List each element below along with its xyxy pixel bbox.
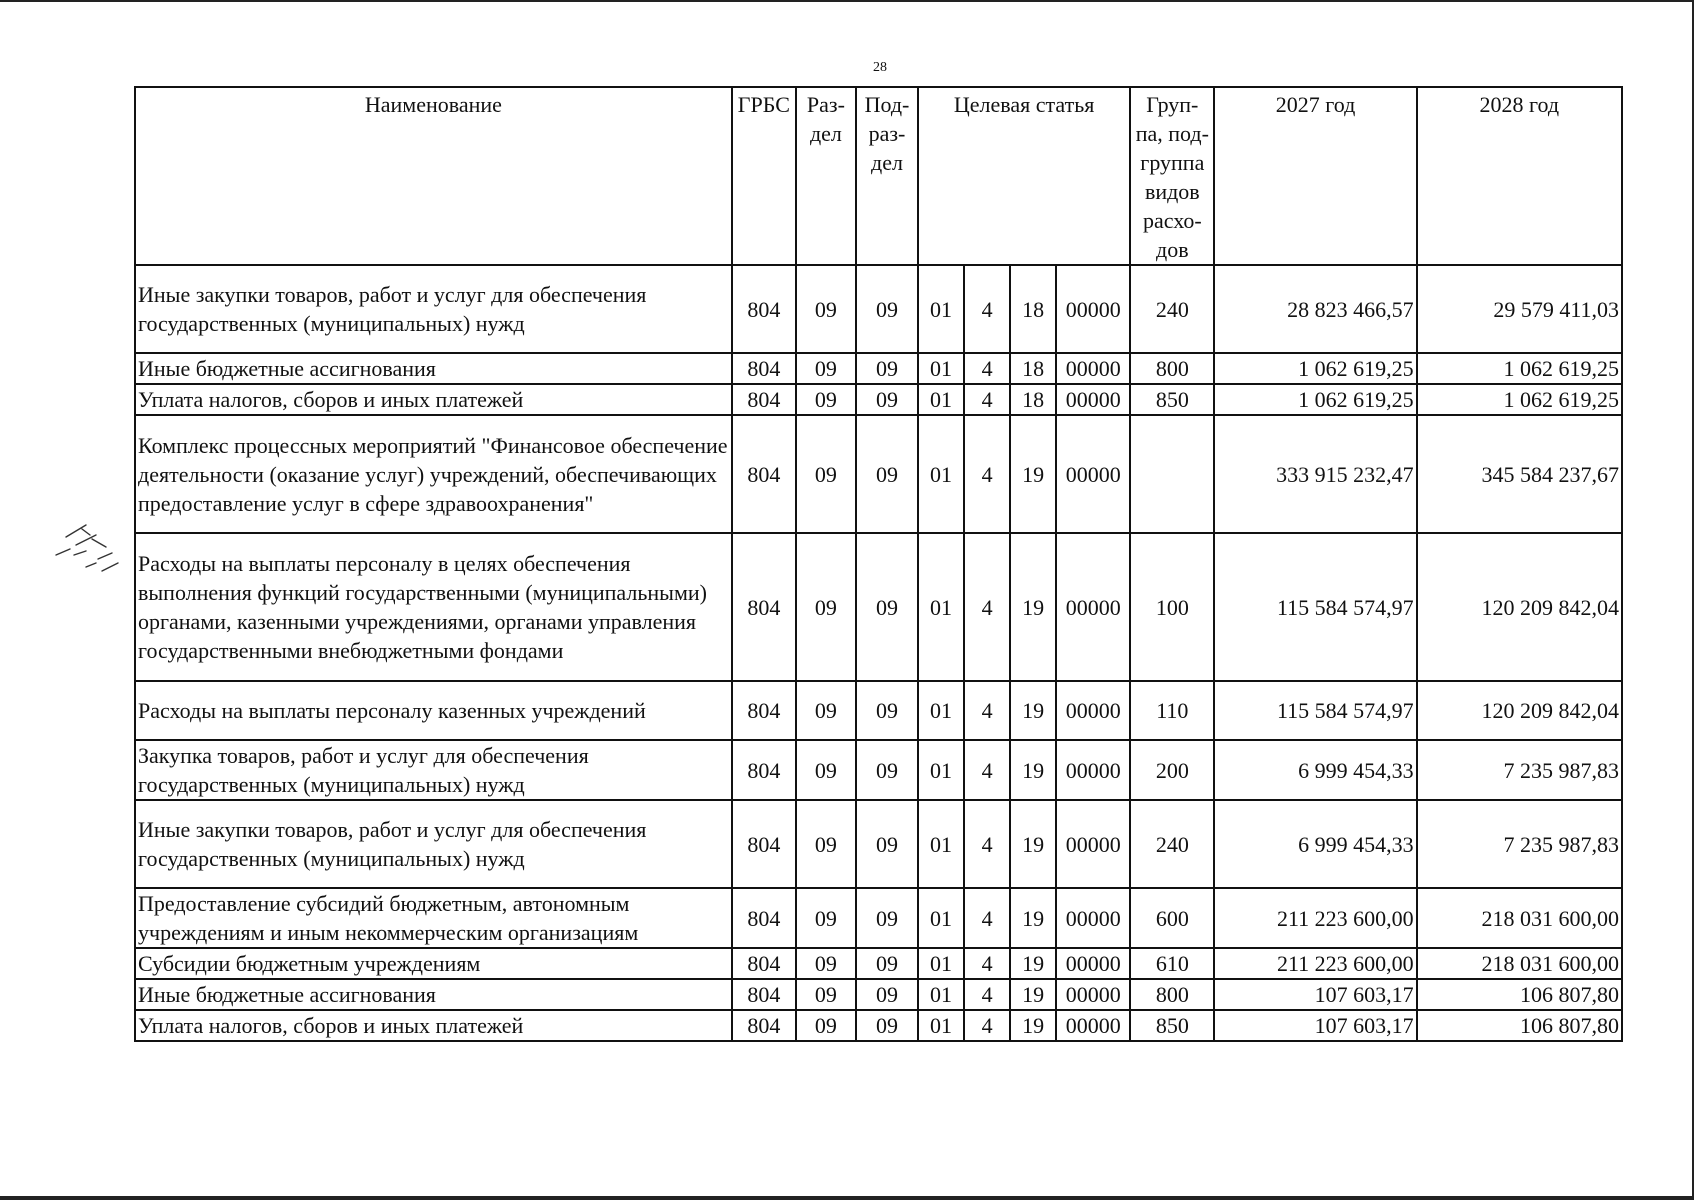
row-target-type-cell: 4 (964, 353, 1010, 384)
table-row (135, 533, 1622, 681)
row-expense-group-cell: 800 (1130, 353, 1214, 384)
row-amount-2028-cell: 7 235 987,83 (1417, 800, 1622, 888)
row-target-direction-cell: 00000 (1056, 384, 1130, 415)
row-expense-group-cell: 240 (1130, 800, 1214, 888)
row-name-cell: Закупка товаров, работ и услуг для обеспечения государственных (муниципальных) нужд (135, 740, 732, 800)
scan-border-bottom (0, 1196, 1694, 1200)
row-target-structure-cell: 19 (1010, 800, 1056, 888)
row-grbs-cell: 804 (732, 979, 796, 1010)
row-name-cell: Уплата налогов, сборов и иных платежей (135, 1010, 732, 1041)
row-amount-2027-cell: 115 584 574,97 (1214, 681, 1416, 740)
table-row (135, 681, 1622, 740)
header-year-2028: 2028 год (1417, 87, 1622, 265)
row-podrazdel-cell: 09 (856, 800, 918, 888)
row-razdel-cell: 09 (796, 979, 856, 1010)
row-grbs-cell: 804 (732, 384, 796, 415)
row-grbs-cell: 804 (732, 800, 796, 888)
row-target-program-cell: 01 (918, 265, 964, 353)
row-target-direction-cell: 00000 (1056, 888, 1130, 948)
row-amount-2028-cell: 218 031 600,00 (1417, 948, 1622, 979)
row-target-program-cell: 01 (918, 1010, 964, 1041)
row-podrazdel-cell: 09 (856, 415, 918, 533)
row-podrazdel-cell: 09 (856, 533, 918, 681)
row-target-type-cell: 4 (964, 740, 1010, 800)
row-target-type-cell: 4 (964, 265, 1010, 353)
table-header-row (135, 87, 1622, 265)
row-amount-2028-cell: 218 031 600,00 (1417, 888, 1622, 948)
header-name: Наименование (135, 87, 732, 265)
header-podrazdel: Под- раз- дел (856, 87, 918, 265)
row-expense-group-cell: 240 (1130, 265, 1214, 353)
table-row (135, 415, 1622, 533)
row-target-direction-cell: 00000 (1056, 353, 1130, 384)
row-name-cell: Комплекс процессных мероприятий "Финансовое обеспечение деятельности (оказание услуг) учреждений, обеспечивающих предоставление услуг в сфере здравоохранения" (135, 415, 732, 533)
budget-table (134, 86, 1623, 1042)
table-row (135, 384, 1622, 415)
row-target-direction-cell: 00000 (1056, 979, 1130, 1010)
row-expense-group-cell: 600 (1130, 888, 1214, 948)
row-name-cell: Иные бюджетные ассигнования (135, 353, 732, 384)
row-target-type-cell: 4 (964, 533, 1010, 681)
row-podrazdel-cell: 09 (856, 681, 918, 740)
row-expense-group-cell: 850 (1130, 1010, 1214, 1041)
row-target-program-cell: 01 (918, 384, 964, 415)
row-podrazdel-cell: 09 (856, 353, 918, 384)
row-target-direction-cell: 00000 (1056, 415, 1130, 533)
table-row (135, 979, 1622, 1010)
row-target-type-cell: 4 (964, 888, 1010, 948)
handwritten-mark-icon (46, 515, 126, 595)
row-razdel-cell: 09 (796, 948, 856, 979)
row-target-structure-cell: 19 (1010, 979, 1056, 1010)
row-expense-group-cell: 610 (1130, 948, 1214, 979)
row-target-program-cell: 01 (918, 740, 964, 800)
row-target-program-cell: 01 (918, 415, 964, 533)
row-expense-group-cell: 200 (1130, 740, 1214, 800)
row-amount-2027-cell: 1 062 619,25 (1214, 384, 1416, 415)
row-amount-2027-cell: 28 823 466,57 (1214, 265, 1416, 353)
row-grbs-cell: 804 (732, 681, 796, 740)
row-target-direction-cell: 00000 (1056, 800, 1130, 888)
row-amount-2028-cell: 120 209 842,04 (1417, 681, 1622, 740)
row-amount-2027-cell: 211 223 600,00 (1214, 888, 1416, 948)
row-razdel-cell: 09 (796, 1010, 856, 1041)
row-podrazdel-cell: 09 (856, 740, 918, 800)
row-amount-2027-cell: 1 062 619,25 (1214, 353, 1416, 384)
row-target-type-cell: 4 (964, 979, 1010, 1010)
row-name-cell: Расходы на выплаты персоналу в целях обеспечения выполнения функций государственными (муниципальными) органами, казенными учреждениями, органами управления государственными внебюджетными фондами (135, 533, 732, 681)
row-name-cell: Предоставление субсидий бюджетным, автономным учреждениям и иным некоммерческим организациям (135, 888, 732, 948)
row-target-direction-cell: 00000 (1056, 740, 1130, 800)
row-target-direction-cell: 00000 (1056, 1010, 1130, 1041)
row-podrazdel-cell: 09 (856, 948, 918, 979)
row-target-program-cell: 01 (918, 533, 964, 681)
row-grbs-cell: 804 (732, 948, 796, 979)
row-expense-group-cell: 110 (1130, 681, 1214, 740)
row-target-program-cell: 01 (918, 948, 964, 979)
row-target-direction-cell: 00000 (1056, 948, 1130, 979)
header-grbs: ГРБС (732, 87, 796, 265)
row-target-type-cell: 4 (964, 415, 1010, 533)
row-podrazdel-cell: 09 (856, 1010, 918, 1041)
row-razdel-cell: 09 (796, 533, 856, 681)
row-amount-2027-cell: 333 915 232,47 (1214, 415, 1416, 533)
row-amount-2028-cell: 1 062 619,25 (1417, 384, 1622, 415)
header-expense-group: Груп- па, под- группа видов расхо- дов (1130, 87, 1214, 265)
row-razdel-cell: 09 (796, 800, 856, 888)
row-razdel-cell: 09 (796, 353, 856, 384)
row-razdel-cell: 09 (796, 384, 856, 415)
row-target-structure-cell: 18 (1010, 265, 1056, 353)
row-amount-2027-cell: 211 223 600,00 (1214, 948, 1416, 979)
row-target-structure-cell: 18 (1010, 353, 1056, 384)
row-name-cell: Иные закупки товаров, работ и услуг для обеспечения государственных (муниципальных) нужд (135, 265, 732, 353)
table-row (135, 948, 1622, 979)
row-grbs-cell: 804 (732, 415, 796, 533)
row-amount-2028-cell: 106 807,80 (1417, 979, 1622, 1010)
row-target-structure-cell: 19 (1010, 533, 1056, 681)
row-razdel-cell: 09 (796, 681, 856, 740)
row-razdel-cell: 09 (796, 888, 856, 948)
table-row (135, 265, 1622, 353)
row-target-program-cell: 01 (918, 681, 964, 740)
table-row (135, 888, 1622, 948)
row-name-cell: Иные бюджетные ассигнования (135, 979, 732, 1010)
row-target-direction-cell: 00000 (1056, 265, 1130, 353)
row-expense-group-cell: 100 (1130, 533, 1214, 681)
row-target-structure-cell: 19 (1010, 1010, 1056, 1041)
row-expense-group-cell (1130, 415, 1214, 533)
table-row (135, 353, 1622, 384)
row-expense-group-cell: 850 (1130, 384, 1214, 415)
row-grbs-cell: 804 (732, 740, 796, 800)
row-target-type-cell: 4 (964, 800, 1010, 888)
row-target-type-cell: 4 (964, 948, 1010, 979)
row-name-cell: Иные закупки товаров, работ и услуг для обеспечения государственных (муниципальных) нужд (135, 800, 732, 888)
row-amount-2027-cell: 107 603,17 (1214, 979, 1416, 1010)
row-razdel-cell: 09 (796, 415, 856, 533)
page-number: 28 (873, 60, 887, 75)
row-expense-group-cell: 800 (1130, 979, 1214, 1010)
header-year-2027: 2027 год (1214, 87, 1416, 265)
row-amount-2028-cell: 106 807,80 (1417, 1010, 1622, 1041)
row-target-direction-cell: 00000 (1056, 533, 1130, 681)
row-grbs-cell: 804 (732, 265, 796, 353)
row-target-program-cell: 01 (918, 888, 964, 948)
row-grbs-cell: 804 (732, 353, 796, 384)
row-target-program-cell: 01 (918, 979, 964, 1010)
row-podrazdel-cell: 09 (856, 979, 918, 1010)
row-target-structure-cell: 19 (1010, 888, 1056, 948)
row-podrazdel-cell: 09 (856, 265, 918, 353)
row-amount-2028-cell: 29 579 411,03 (1417, 265, 1622, 353)
row-amount-2027-cell: 6 999 454,33 (1214, 740, 1416, 800)
row-grbs-cell: 804 (732, 533, 796, 681)
table-row (135, 800, 1622, 888)
row-target-program-cell: 01 (918, 800, 964, 888)
row-target-type-cell: 4 (964, 1010, 1010, 1041)
row-target-program-cell: 01 (918, 353, 964, 384)
row-target-structure-cell: 19 (1010, 415, 1056, 533)
row-target-structure-cell: 18 (1010, 384, 1056, 415)
row-podrazdel-cell: 09 (856, 888, 918, 948)
table-row (135, 740, 1622, 800)
row-target-structure-cell: 19 (1010, 740, 1056, 800)
row-target-type-cell: 4 (964, 681, 1010, 740)
header-razdel: Раз- дел (796, 87, 856, 265)
row-target-structure-cell: 19 (1010, 681, 1056, 740)
row-amount-2028-cell: 1 062 619,25 (1417, 353, 1622, 384)
row-target-structure-cell: 19 (1010, 948, 1056, 979)
row-podrazdel-cell: 09 (856, 384, 918, 415)
row-amount-2027-cell: 107 603,17 (1214, 1010, 1416, 1041)
row-name-cell: Субсидии бюджетным учреждениям (135, 948, 732, 979)
header-target-article: Целевая статья (918, 87, 1130, 265)
row-name-cell: Расходы на выплаты персоналу казенных учреждений (135, 681, 732, 740)
row-amount-2027-cell: 6 999 454,33 (1214, 800, 1416, 888)
row-grbs-cell: 804 (732, 888, 796, 948)
row-name-cell: Уплата налогов, сборов и иных платежей (135, 384, 732, 415)
row-target-type-cell: 4 (964, 384, 1010, 415)
row-target-direction-cell: 00000 (1056, 681, 1130, 740)
row-grbs-cell: 804 (732, 1010, 796, 1041)
table-row (135, 1010, 1622, 1041)
scan-border-top (0, 0, 1694, 2)
row-amount-2028-cell: 7 235 987,83 (1417, 740, 1622, 800)
row-razdel-cell: 09 (796, 265, 856, 353)
row-amount-2028-cell: 345 584 237,67 (1417, 415, 1622, 533)
row-razdel-cell: 09 (796, 740, 856, 800)
row-amount-2028-cell: 120 209 842,04 (1417, 533, 1622, 681)
row-amount-2027-cell: 115 584 574,97 (1214, 533, 1416, 681)
